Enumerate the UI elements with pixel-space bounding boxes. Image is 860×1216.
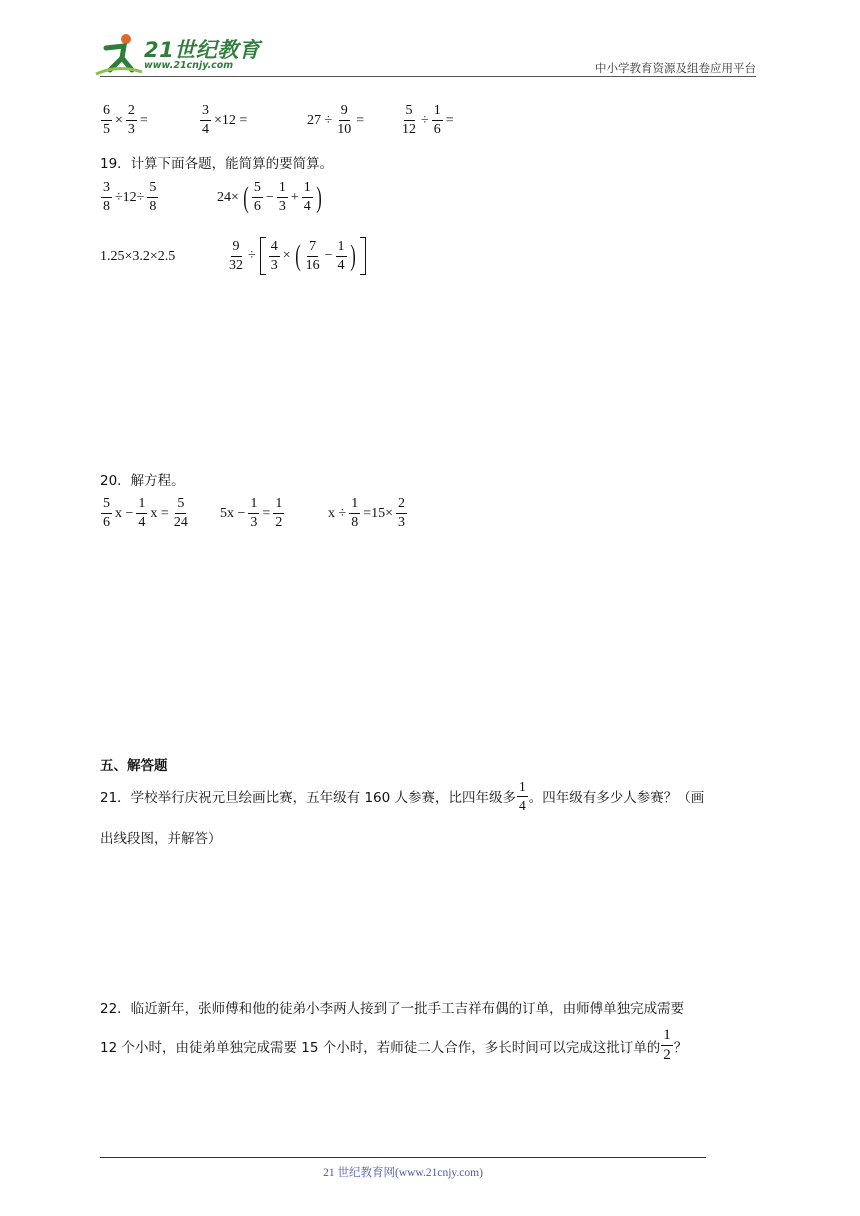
logo-url: www.21cnjy.com (144, 60, 234, 71)
q19-problem-4: $\frac{9}{32}$ ÷ $\frac{4}{3}$ × ( $\frac{7}{16}$ − $\frac{1}{4}$ ) (226, 237, 368, 275)
q19-problem-1: $\frac{3}{8}$ ÷12÷ $\frac{5}{8}$ (103, 180, 157, 214)
q19-title: 19．计算下面各题，能简算的要简算。 (100, 156, 334, 172)
q18-expression-2: $\frac{3}{4}$ ×12 = (202, 103, 248, 137)
q20-equation-1: $\frac{5}{6}$ x − $\frac{1}{4}$ x = $\frac{5}{24}$ (103, 496, 188, 530)
q20-equation-3: x ÷ $\frac{1}{8}$ =15× $\frac{2}{3}$ (328, 496, 405, 530)
q19-problem-2: 24× ( $\frac{5}{6}$ − $\frac{1}{3}$ + $\frac{1}{4}$ ) (217, 180, 322, 214)
section-5-title: 五、解答题 (100, 758, 168, 774)
q20-title: 20．解方程。 (100, 473, 185, 489)
q18-expression-3: 27 ÷ $\frac{9}{10}$ = (307, 103, 365, 137)
footer-divider (100, 1157, 706, 1158)
site-logo (92, 30, 262, 78)
q18-expression-4: $\frac{5}{12}$ ÷ $\frac{1}{6}$ = (402, 103, 454, 137)
q19-problem-3: 1.25×3.2×2.5 (100, 249, 176, 264)
runner-logo-icon (92, 30, 144, 76)
q22-line-2: 12 个小时，由徒弟单独完成需要 15 个小时，若师徒二人合作，多长时间可以完成这批订单的 $\frac{1}{2}$ ？ (100, 1027, 688, 1063)
footer-link[interactable]: 21 世纪教育网(www.21cnjy.com) (323, 1167, 483, 1179)
header-divider (100, 76, 756, 77)
q18-expression-1: $\frac{6}{5}$ × $\frac{2}{3}$ = (103, 103, 148, 137)
site-tagline: 中小学教育资源及组卷应用平台 (595, 61, 756, 75)
q20-equation-2: 5x − $\frac{1}{3}$ = $\frac{1}{2}$ (220, 496, 283, 530)
logo-title: 21世纪教育 (144, 38, 261, 62)
q22-line-1: 22．临近新年，张师傅和他的徒弟小李两人接到了一批手工吉祥布偶的订单，由师傅单独完成需要 (100, 1001, 685, 1017)
q21-line-1: 21．学校举行庆祝元旦绘画比赛，五年级有 160 人参赛，比四年级多 $\frac{1}{4}$ 。四年级有多少人参赛？（画 (100, 779, 705, 813)
q21-line-2: 出线段图，并解答） (100, 831, 222, 847)
